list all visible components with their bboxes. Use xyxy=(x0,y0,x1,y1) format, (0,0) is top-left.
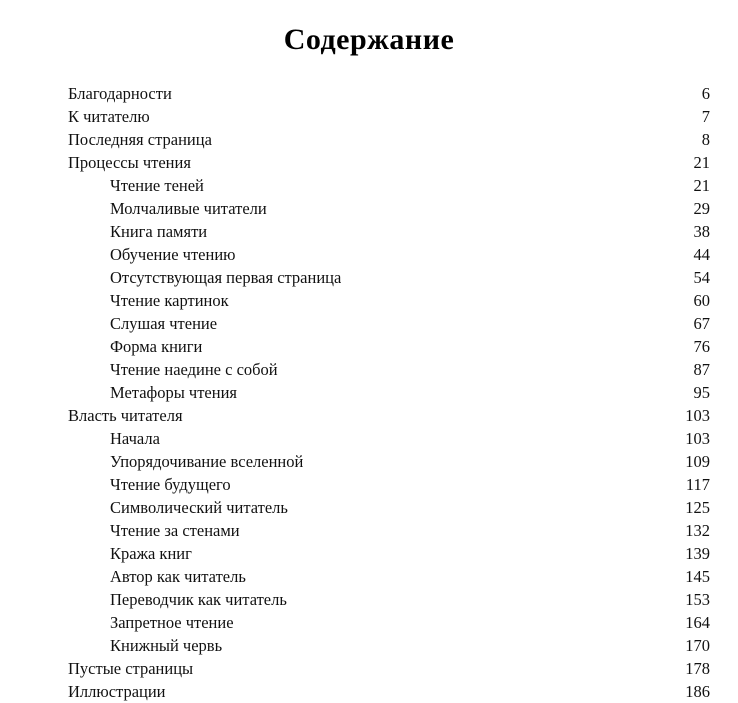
toc-entry[interactable] xyxy=(0,519,738,542)
toc-entry-page-number: 132 xyxy=(685,521,710,540)
toc-entry-page-number: 103 xyxy=(685,406,710,425)
toc-entry-title: Начала xyxy=(110,429,160,448)
toc-entry[interactable] xyxy=(0,588,738,611)
toc-entry-title: Кража книг xyxy=(110,544,192,563)
toc-entry-title: Иллюстрации xyxy=(68,682,166,701)
toc-entry[interactable] xyxy=(0,151,738,174)
toc-entry-title: Чтение картинок xyxy=(110,291,229,310)
toc-entry[interactable] xyxy=(0,82,738,105)
toc-entry-title: Отсутствующая первая страница xyxy=(110,268,342,287)
toc-entry-title: Процессы чтения xyxy=(68,153,191,172)
toc-entry[interactable] xyxy=(0,542,738,565)
toc-entry-title: Книга памяти xyxy=(110,222,208,241)
toc-entry-page-number: 103 xyxy=(685,429,710,448)
toc-entry-page-number: 44 xyxy=(693,245,710,264)
toc-entry-page-number: 164 xyxy=(685,613,710,632)
toc-entry-page-number: 109 xyxy=(685,452,710,471)
toc-entry[interactable] xyxy=(0,427,738,450)
toc-entry[interactable] xyxy=(0,289,738,312)
toc-entry-page-number: 117 xyxy=(685,475,710,494)
toc-entry[interactable] xyxy=(0,381,738,404)
toc-entry-title: Чтение теней xyxy=(110,176,204,195)
toc-entry-title: Чтение будущего xyxy=(110,475,231,494)
toc-entry-page-number: 38 xyxy=(693,222,710,241)
toc-entry-title: Переводчик как читатель xyxy=(110,590,287,609)
toc-entry-page-number: 139 xyxy=(685,544,710,563)
toc-entry-page-number: 153 xyxy=(685,590,710,609)
toc-entry-title: Чтение за стенами xyxy=(110,521,240,540)
toc-entry-title: Молчаливые читатели xyxy=(110,199,267,218)
toc-entry-page-number: 186 xyxy=(685,682,710,701)
toc-entry-page-number: 29 xyxy=(693,199,710,218)
toc-entry-title: Книжный червь xyxy=(110,636,223,655)
toc-entry-page-number: 21 xyxy=(693,153,710,172)
toc-entry[interactable] xyxy=(0,220,738,243)
toc-entry-title: Пустые страницы xyxy=(68,659,194,678)
toc-entry-title: Запретное чтение xyxy=(110,613,234,632)
toc-entry-title: Метафоры чтения xyxy=(110,383,237,402)
toc-entry-page-number: 7 xyxy=(701,107,710,126)
toc-entry-page-number: 95 xyxy=(693,383,710,402)
toc-entry[interactable] xyxy=(0,611,738,634)
toc-entry[interactable] xyxy=(0,450,738,473)
toc-entry-page-number: 87 xyxy=(693,360,710,379)
toc-entry[interactable] xyxy=(0,358,738,381)
toc-entry[interactable] xyxy=(0,335,738,358)
toc-entry-page-number: 178 xyxy=(685,659,710,678)
toc-entry-title: Чтение наедине с собой xyxy=(110,360,278,379)
toc-entry[interactable] xyxy=(0,174,738,197)
toc-entry-title: Символический читатель xyxy=(110,498,288,517)
toc-entry-page-number: 125 xyxy=(685,498,710,517)
toc-entry-page-number: 8 xyxy=(701,130,710,149)
toc-entry[interactable] xyxy=(0,105,738,128)
toc-entry[interactable] xyxy=(0,565,738,588)
toc-entry[interactable] xyxy=(0,128,738,151)
toc-entry[interactable] xyxy=(0,473,738,496)
toc-entry-page-number: 21 xyxy=(693,176,710,195)
toc-entry[interactable] xyxy=(0,266,738,289)
toc-entry-page-number: 145 xyxy=(685,567,710,586)
toc-entry-page-number: 54 xyxy=(693,268,710,287)
toc-entry-title: Власть читателя xyxy=(68,406,183,425)
toc-entry[interactable] xyxy=(0,243,738,266)
toc-entry[interactable] xyxy=(0,634,738,657)
toc-entry-page-number: 67 xyxy=(693,314,710,333)
toc-entry[interactable] xyxy=(0,657,738,680)
toc-entry[interactable] xyxy=(0,496,738,519)
toc-entry-title: Последняя страница xyxy=(68,130,212,149)
toc-entry-page-number: 76 xyxy=(693,337,710,356)
toc-entry-title: Слушая чтение xyxy=(110,314,218,333)
toc-entry-page-number: 60 xyxy=(693,291,710,310)
toc-entry-title: Обучение чтению xyxy=(110,245,236,264)
toc-entry-title: Форма книги xyxy=(110,337,203,356)
toc-entry[interactable] xyxy=(0,197,738,220)
toc-entry-title: Автор как читатель xyxy=(110,567,246,586)
toc-entry[interactable] xyxy=(0,312,738,335)
table-of-contents-list xyxy=(0,82,738,703)
toc-entry-title: К читателю xyxy=(68,107,150,126)
page-title: Содержание xyxy=(283,23,455,56)
toc-entry-page-number: 6 xyxy=(701,84,710,103)
toc-entry[interactable] xyxy=(0,404,738,427)
toc-entry-title: Благодарности xyxy=(68,84,172,103)
toc-entry-page-number: 170 xyxy=(685,636,710,655)
toc-entry-title: Упорядочивание вселенной xyxy=(110,452,304,471)
